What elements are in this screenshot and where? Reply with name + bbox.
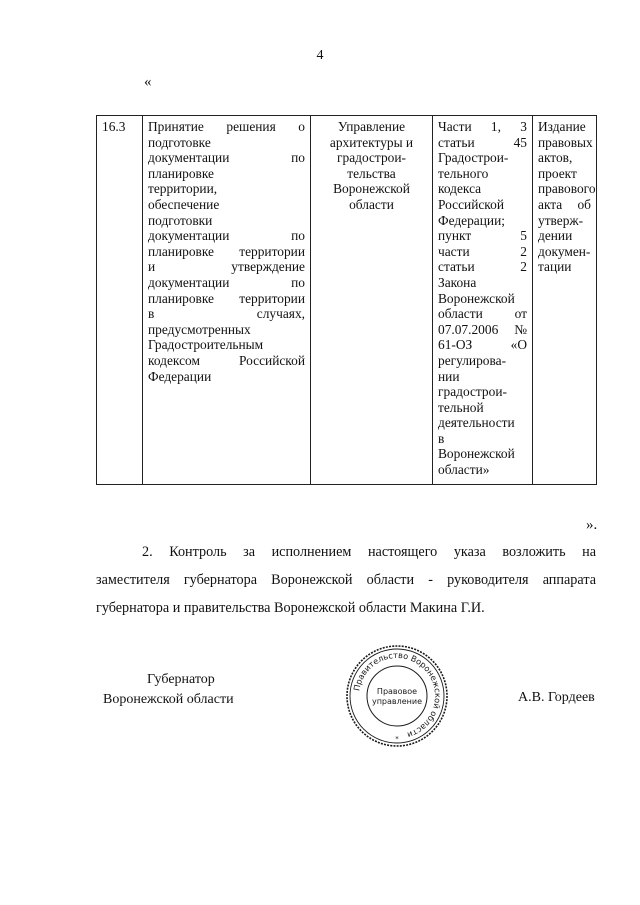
cell-line: докумен- — [538, 243, 591, 259]
seal-center-line2: управление — [371, 697, 423, 706]
cell-line: градострои- — [438, 384, 507, 400]
cell-line: Управление — [337, 119, 406, 134]
cell-line: тельного — [438, 165, 489, 181]
cell-line: Градострои- — [438, 150, 509, 166]
cell-line: области» — [438, 462, 490, 478]
cell-line: Воронежской — [438, 290, 515, 306]
cell-line: обеспечение — [148, 196, 220, 212]
control-paragraph — [96, 538, 596, 622]
cell-line: территории, — [148, 181, 218, 197]
signatory-title-line1: Губернатор — [147, 672, 215, 687]
row-number: 16.3 — [102, 119, 126, 134]
cell-line: пункт 5 — [438, 228, 527, 244]
cell-line: документации по — [148, 274, 305, 290]
page-number: 4 — [316, 48, 324, 63]
cell-line: регулирова- — [438, 352, 507, 368]
cell-line: Издание — [538, 119, 586, 134]
cell-line: архитектуры и — [329, 134, 414, 150]
opening-quote: « — [144, 74, 152, 90]
cell-line: нии — [438, 368, 460, 384]
cell-line: области — [349, 196, 394, 212]
cell-line: деятельности — [438, 415, 515, 431]
cell-line: планировке — [148, 165, 214, 181]
cell-line: Российской — [438, 196, 504, 212]
cell-line: Части 1, 3 — [438, 119, 527, 134]
cell-line: правовых — [538, 134, 593, 150]
cell-line: области от — [438, 306, 527, 322]
cell-line: тации — [538, 259, 572, 275]
seal-ring-text: Правительство Воронежской области — [351, 649, 444, 741]
cell-line: планировке территории — [148, 243, 305, 259]
cell-line: Градостроительным — [148, 337, 264, 353]
cell-line: документации по — [148, 228, 305, 244]
cell-line: в случаях, — [148, 306, 305, 322]
responsible-body-cell — [311, 116, 433, 485]
cell-line: утверж- — [538, 212, 584, 228]
seal-ring — [350, 649, 444, 743]
result-form-cell — [533, 116, 597, 485]
cell-line: Закона — [438, 274, 477, 290]
cell-line: проект — [538, 165, 577, 181]
cell-line: актов, — [538, 150, 573, 166]
seal-inner-ring — [367, 666, 427, 726]
cell-line: правового — [538, 181, 596, 197]
cell-line: в — [438, 430, 445, 446]
cell-line: тельной — [438, 399, 484, 415]
closing-quote: ». — [586, 517, 598, 533]
amendment-table — [96, 115, 597, 485]
cell-line: кодексом Российской — [148, 352, 305, 368]
signatory-title — [0, 670, 320, 710]
cell-line: части 2 — [438, 243, 527, 259]
cell-line: планировке территории — [148, 290, 305, 306]
official-seal — [345, 644, 449, 748]
cell-line: тельства — [347, 165, 396, 181]
paragraph-line: губернатора и правительства Воронежской области Макина Г.И. — [96, 600, 485, 616]
cell-line: 07.07.2006 № — [438, 321, 527, 337]
legal-basis-cell — [433, 116, 533, 485]
function-description-cell — [143, 116, 311, 485]
cell-line: Федерации; — [438, 212, 505, 228]
cell-line: статьи 45 — [438, 134, 527, 150]
cell-line: Воронежской — [438, 446, 515, 462]
cell-line: Принятие решения о — [148, 119, 305, 134]
cell-line: подготовке — [148, 134, 211, 150]
star-icon: * — [395, 735, 399, 743]
cell-line: 61-ОЗ «О — [438, 337, 527, 353]
paragraph-line: заместителя губернатора Воронежской области - руководителя аппарата — [96, 572, 596, 588]
signatory-title-line2: Воронежской области — [103, 692, 234, 707]
table-row — [97, 116, 597, 485]
cell-line: кодекса — [438, 181, 482, 197]
cell-line: Воронежской — [333, 181, 410, 197]
cell-line: подготовки — [148, 212, 213, 228]
paragraph-line: 2. Контроль за исполнением настоящего указа возложить на — [142, 544, 596, 560]
signatory-name: А.В. Гордеев — [518, 690, 595, 705]
cell-line: акта об — [538, 196, 591, 212]
cell-line: дении — [538, 228, 573, 244]
seal-center-line1: Правовое — [376, 687, 418, 696]
cell-line: Федерации — [148, 368, 212, 384]
cell-line: предусмотренных — [148, 321, 251, 337]
cell-line: и утверждение — [148, 259, 305, 275]
cell-line: градострои- — [337, 150, 406, 166]
seal-outer-ring — [347, 646, 447, 746]
row-number-cell — [97, 116, 143, 485]
cell-line: статьи 2 — [438, 259, 527, 275]
cell-line: документации по — [148, 150, 305, 166]
